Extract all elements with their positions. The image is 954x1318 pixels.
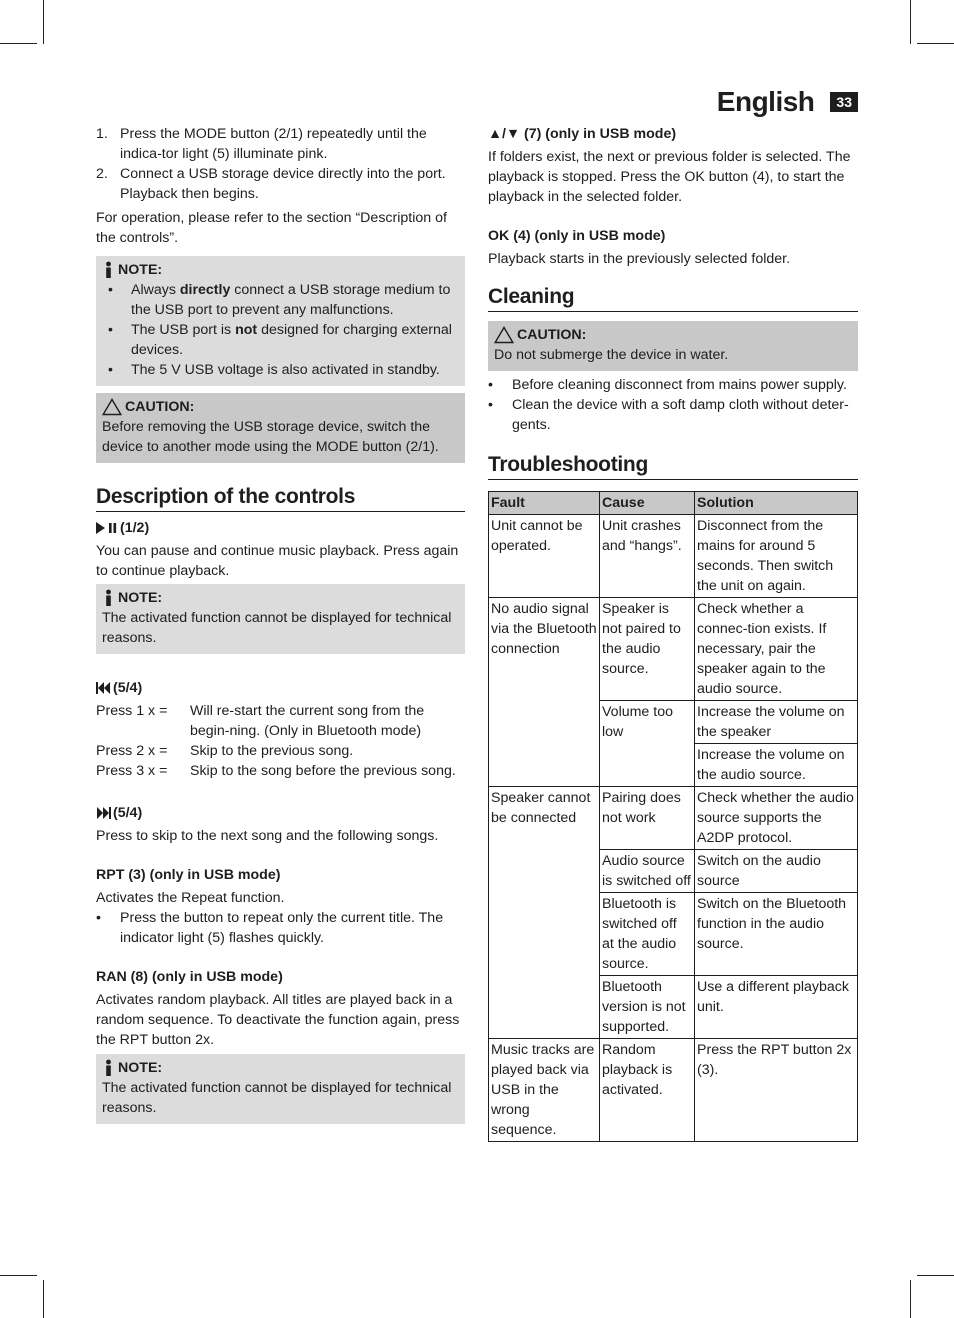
column-header: Cause — [600, 492, 695, 515]
note-bullet: • The USB port is not designed for charging external devices. — [108, 322, 452, 358]
info-icon — [102, 261, 115, 279]
page-header — [717, 86, 858, 118]
note-bullet: • The 5 V USB voltage is also activated in standby. — [108, 362, 440, 378]
troubleshooting-table — [488, 491, 858, 1142]
section-heading-controls: Description of the controls — [96, 487, 465, 512]
table-header-row — [489, 492, 858, 515]
note-bullet: • Always directly connect a USB storage medium to the USB port to prevent any malfunctions. — [108, 282, 451, 318]
crop-mark — [43, 1280, 44, 1318]
crop-mark — [43, 0, 44, 44]
table-row: Bluetooth version is not supported. Use a different playback unit. — [489, 976, 858, 1039]
table-row: Speaker cannot be connected Pairing does not work Check whether the audio source supports the A2DP protocol. — [489, 787, 858, 850]
left-column: 1. Press the MODE button (2/1) repeatedly until the indica-tor light (5) illuminate pink. 2. Connect a USB storage device directly into the port. Playback then begins. For operation, please refer to the section “Description of the controls”. NOTE: • Always directly connect a USB storage medium to the USB port to prevent any malfunctions. • The USB port is not designed for charging external devices. • The 5 V USB voltage is also activated in standby. CAUTION: Before removing the USB storage device, switch the device to another mode using the MODE button (2/1). Description of the controls (1/2) You can pause and continue music playback. Press again to continue playback. NOTE: The activated function cannot be displayed for technical reasons. (5/4) Press 1 x = Will re-start the current song from the begin-ning. (Only in Bluetooth mode) Press 2 x = Skip to the previous song. Press 3 x = Skip to the song before the previous song. (5/4) Press to skip to the next song and the following songs. RPT (3) (only in USB mode) Activates the Repeat function. • Press the button to repeat only the current title. The indicator light (5) flashes quickly. RAN (8) (only in USB mode) Activates random playback. All titles are played back in a random sequence. To deactivate the function again, press the RPT button 2x. NOTE: The activated function cannot be displayed for technical reasons. — [96, 124, 465, 1124]
info-icon — [102, 1059, 115, 1077]
step-1: 1. Press the MODE button (2/1) repeatedly until the indica-tor light (5) illuminate pink. — [96, 126, 427, 162]
operation-note: For operation, please refer to the section “Description of the controls”. — [96, 210, 447, 246]
rpt-title: RPT (3) (only in USB mode) — [96, 867, 281, 883]
ran-title: RAN (8) (only in USB mode) — [96, 969, 283, 985]
rpt-bullet: • Press the button to repeat only the current title. The indicator light (5) flashes quickly. — [96, 910, 444, 946]
section-heading-cleaning: Cleaning — [488, 287, 858, 312]
language-title: English — [716, 86, 815, 117]
table-row: Increase the volume on the audio source. — [489, 744, 858, 787]
note-box-ran: NOTE: The activated function cannot be displayed for technical reasons. — [96, 1054, 465, 1124]
step-2: 2. Connect a USB storage device directly into the port. Playback then begins. — [96, 166, 446, 202]
next-label: (5/4) — [96, 803, 465, 823]
column-header: Fault — [489, 492, 600, 515]
caution-box-cleaning: CAUTION: Do not submerge the device in water. — [488, 321, 858, 371]
ok-title: OK (4) (only in USB mode) — [488, 228, 666, 244]
warning-icon — [102, 398, 122, 416]
cleaning-bullet: • Before cleaning disconnect from mains power supply. — [488, 377, 847, 393]
note-box-play: NOTE: The activated function cannot be displayed for technical reasons. — [96, 584, 465, 654]
table-row: Music tracks are played back via USB in the wrong sequence. Random playback is activated. Press the RPT button 2x (3). — [489, 1039, 858, 1142]
column-header: Solution — [695, 492, 858, 515]
caution-box-usb: CAUTION: Before removing the USB storage device, switch the device to another mode using the MODE button (2/1). — [96, 393, 465, 463]
crop-mark — [917, 43, 954, 44]
crop-mark — [910, 0, 911, 44]
next-icon — [96, 807, 111, 819]
info-icon — [102, 589, 115, 607]
crop-mark — [917, 1275, 954, 1276]
table-row: Unit cannot be operated. Unit crashes and “hangs”. Disconnect from the mains for around 5 seconds. Then switch the unit on again. — [489, 515, 858, 598]
page-number: 33 — [830, 92, 858, 112]
table-row: Volume too low Increase the volume on the speaker — [489, 701, 858, 744]
play-pause-label: (1/2) — [96, 518, 465, 538]
note-box-usb — [96, 256, 465, 386]
cleaning-bullet: • Clean the device with a soft damp cloth without deter-gents. — [488, 397, 849, 433]
note-title: NOTE: — [102, 260, 459, 280]
right-column: ▲/▼ (7) (only in USB mode) If folders exist, the next or previous folder is selected. The playback is stopped. Press the OK button (4), to start the playback in the selected folder. OK (4) (only in USB mode) Playback starts in the previously selected folder. Cleaning CAUTION: Do not submerge the device in water. • Before cleaning disconnect from mains power supply. • Clean the device with a soft damp cloth without deter-gents. Troubleshooting Fault Cause Solution Unit cannot be operated. Unit crashes and “hangs”. Disconnect from the mains for around 5 seconds. Then switch the unit on again. No audio signal via the Bluetooth connection Speaker is not paired to the audio source. Check whether a connec-tion exists. If necessary, pair the speaker again to the audio source. Volume too low Increase the volume on the speaker Increase the volume on the audio source. Speaker cannot be connected Pairing does not work Check whether the audio source supports the A2DP protocol. Audio source is switched off Switch on the audio source Bluetooth is switched off at the audio source. Switch on the Bluetooth function in the audio source. Bluetooth version is not supported. Use a different playback unit. Music tracks are played back via USB in the wrong sequence. Random playback is activated. Press the RPT button 2x (3). — [488, 124, 858, 1142]
press-row: Press 1 x = Will re-start the current song from the begin-ning. (Only in Bluetooth mode) — [96, 703, 425, 739]
crop-mark — [910, 1280, 911, 1318]
press-row: Press 2 x = Skip to the previous song. — [96, 743, 354, 759]
crop-mark — [0, 43, 37, 44]
folder-title: ▲/▼ (7) (only in USB mode) — [488, 126, 677, 142]
section-heading-troubleshooting: Troubleshooting — [488, 455, 858, 480]
play-pause-icon — [96, 522, 118, 534]
table-row: Bluetooth is switched off at the audio source. Switch on the Bluetooth function in the audio source. — [489, 893, 858, 976]
table-row: Audio source is switched off Switch on the audio source — [489, 850, 858, 893]
previous-label: (5/4) — [96, 678, 465, 698]
press-row: Press 3 x = Skip to the song before the previous song. — [96, 763, 456, 779]
crop-mark — [0, 1275, 37, 1276]
warning-icon — [494, 326, 514, 344]
previous-icon — [96, 682, 111, 694]
table-row: No audio signal via the Bluetooth connection Speaker is not paired to the audio source. Check whether a connec-tion exists. If necessary, pair the speaker again to the audio source. — [489, 598, 858, 701]
